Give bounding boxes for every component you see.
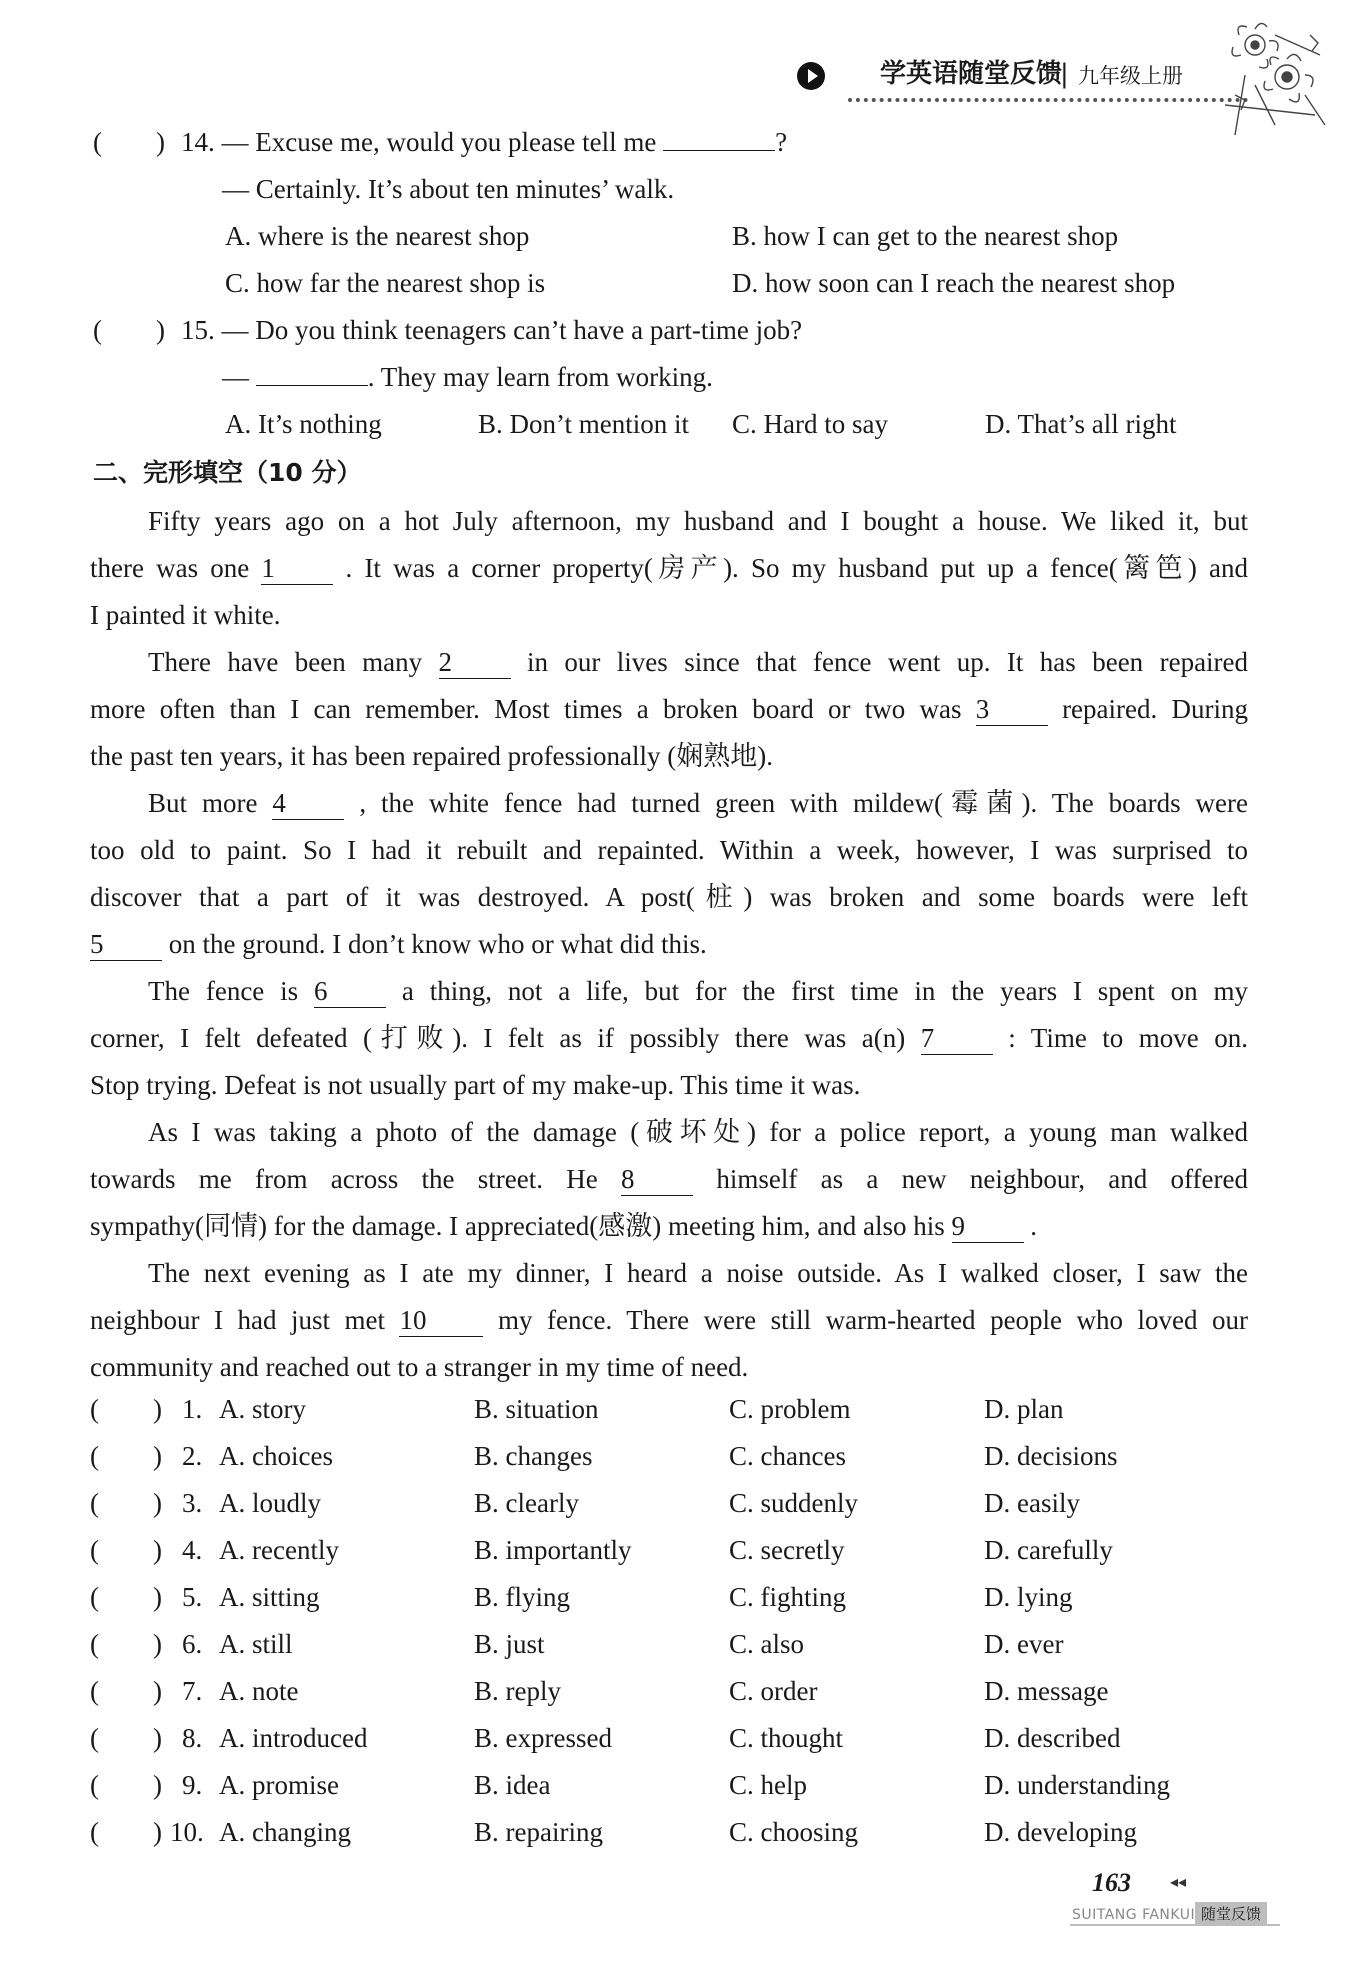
question-number: 15. <box>181 315 215 345</box>
cloze-blank-8[interactable]: 8 <box>621 1163 693 1196</box>
option-d: D. carefully <box>984 1535 1113 1565</box>
option-c: C. order <box>729 1676 818 1706</box>
passage-line <box>90 545 1248 592</box>
option-a: A. note <box>219 1676 299 1706</box>
passage-line <box>90 874 1248 921</box>
passage-text: more often than I can remember. Most times a broken board or two was <box>90 694 962 724</box>
passage-line <box>90 1156 1248 1203</box>
passage-text: The fence is <box>148 976 299 1006</box>
option-d: D. message <box>984 1676 1109 1706</box>
option-row <box>90 1480 1250 1527</box>
passage-line <box>90 921 1248 968</box>
option-row <box>90 1621 1250 1668</box>
question-number: 14. <box>181 127 215 157</box>
answer-parens[interactable]: ( ) <box>90 1817 162 1847</box>
option-row <box>90 1762 1250 1809</box>
passage-line <box>90 827 1248 874</box>
option-a: A. introduced <box>219 1723 368 1753</box>
passage-line <box>90 1250 1248 1297</box>
question-14-line1 <box>93 119 787 166</box>
passage-text: As I was taking a photo of the damage (破坏处) for a police report, a young man walked <box>148 1117 1248 1147</box>
answer-parens[interactable]: ( ) <box>90 1582 162 1612</box>
passage-text: , the white fence had turned green with mildew(霉菌). The boards were <box>359 788 1249 818</box>
passage-text: the past ten years, it has been repaired professionally (娴熟地). <box>90 741 774 771</box>
header-separator: | <box>1060 59 1069 89</box>
section-title: 二、完形填空（10 分） <box>93 458 362 487</box>
option-c: C. choosing <box>729 1817 859 1847</box>
option-c: C. also <box>729 1629 805 1659</box>
header-subtitle: 九年级上册 <box>1078 64 1183 88</box>
passage-text: But more <box>148 788 258 818</box>
question-14-option-c: C. how far the nearest shop is <box>225 268 546 298</box>
header-title: 学英语随堂反馈 <box>880 59 1063 89</box>
passage-text: I painted it white. <box>90 600 281 630</box>
passage-text: Fifty years ago on a hot July afternoon, my husband and I bought a house. We liked it, but <box>148 506 1248 536</box>
passage-text: The next evening as I ate my dinner, I heard a noise outside. As I walked closer, I saw the <box>148 1258 1248 1288</box>
option-b: B. importantly <box>474 1535 632 1565</box>
passage-paragraph <box>90 780 1248 968</box>
cloze-blank-2[interactable]: 2 <box>439 646 511 679</box>
option-d: D. understanding <box>984 1770 1170 1800</box>
cloze-blank-10[interactable]: 10 <box>399 1304 483 1337</box>
cloze-blank-4[interactable]: 4 <box>272 787 344 820</box>
option-number: 6. <box>182 1629 203 1659</box>
passage-line <box>90 1344 1248 1391</box>
answer-parens[interactable]: ( ) <box>90 1770 162 1800</box>
option-b: B. just <box>474 1629 545 1659</box>
option-a: A. recently <box>219 1535 339 1565</box>
header-dotted-rule <box>848 98 1248 102</box>
cloze-blank-5[interactable]: 5 <box>90 928 162 961</box>
answer-parens[interactable]: ( ) <box>90 1441 162 1471</box>
question-15-option-d: D. That’s all right <box>985 409 1177 439</box>
arrows-icon: ◂◂ <box>1170 1874 1187 1891</box>
passage-paragraph <box>90 968 1248 1109</box>
question-punct: ? <box>775 127 788 157</box>
option-d: D. lying <box>984 1582 1073 1612</box>
option-c: C. suddenly <box>729 1488 859 1518</box>
option-c: C. secretly <box>729 1535 845 1565</box>
page-number: 163 <box>1092 1868 1131 1897</box>
question-text: . They may learn from working. <box>367 362 713 392</box>
option-a: A. promise <box>219 1770 339 1800</box>
question-14-option-d: D. how soon can I reach the nearest shop <box>732 268 1176 298</box>
passage-text: There have been many <box>148 647 423 677</box>
option-d: D. easily <box>984 1488 1080 1518</box>
answer-blank[interactable] <box>256 355 368 386</box>
option-b: B. changes <box>474 1441 593 1471</box>
option-b: B. expressed <box>474 1723 612 1753</box>
passage-line <box>90 733 1248 780</box>
passage-text: himself as a new neighbour, and offered <box>716 1164 1249 1194</box>
cloze-blank-6[interactable]: 6 <box>314 975 386 1008</box>
option-row <box>90 1574 1250 1621</box>
cloze-blank-3[interactable]: 3 <box>976 693 1048 726</box>
option-row <box>90 1668 1250 1715</box>
option-b: B. clearly <box>474 1488 579 1518</box>
passage-text: towards me from across the street. He <box>90 1164 598 1194</box>
question-14-line2: — Certainly. It’s about ten minutes’ walk. <box>222 174 675 204</box>
option-d: D. developing <box>984 1817 1137 1847</box>
answer-blank[interactable] <box>663 120 775 151</box>
question-15-option-b: B. Don’t mention it <box>478 409 690 439</box>
question-15-line1 <box>93 307 802 354</box>
footer-tag: 随堂反馈 <box>1195 1902 1267 1925</box>
answer-parens[interactable]: ( ) <box>90 1535 162 1565</box>
cloze-blank-1[interactable]: 1 <box>261 552 333 585</box>
passage-line <box>90 498 1248 545</box>
passage-text: Stop trying. Defeat is not usually part of my make-up. This time it was. <box>90 1070 861 1100</box>
option-c: C. help <box>729 1770 807 1800</box>
passage-text: sympathy(同情) for the damage. I appreciated(感激) meeting him, and also his <box>90 1211 945 1241</box>
option-number: 8. <box>182 1723 203 1753</box>
passage-text: a thing, not a life, but for the first time in the years I spent on my <box>401 976 1249 1006</box>
option-number: 9. <box>182 1770 203 1800</box>
passage-text: . It was a corner property(房产). So my husband put up a fence(篱笆) and <box>345 553 1249 583</box>
footer-latin: SUITANG FANKUI <box>1072 1907 1196 1923</box>
option-a: A. story <box>219 1394 306 1424</box>
option-number: 1. <box>182 1394 203 1424</box>
option-number: 3. <box>182 1488 203 1518</box>
passage-line <box>90 968 1248 1015</box>
passage-text: corner, I felt defeated (打败). I felt as if possibly there was a(n) <box>90 1023 906 1053</box>
question-text: — Excuse me, would you please tell me <box>221 127 657 157</box>
option-c: C. chances <box>729 1441 846 1471</box>
passage-paragraph <box>90 1109 1248 1250</box>
answer-parens[interactable]: ( ) <box>90 1629 162 1659</box>
answer-parens[interactable]: ( ) <box>90 1723 162 1753</box>
option-b: B. idea <box>474 1770 551 1800</box>
passage-line <box>90 780 1248 827</box>
option-row <box>90 1809 1250 1856</box>
passage-paragraph <box>90 498 1248 639</box>
answer-parens[interactable]: ( ) <box>90 1394 162 1424</box>
answer-parens[interactable]: ( ) <box>93 127 165 157</box>
cloze-blank-7[interactable]: 7 <box>921 1022 993 1055</box>
option-b: B. situation <box>474 1394 599 1424</box>
passage-text: : Time to move on. <box>1008 1023 1249 1053</box>
passage-text: community and reached out to a stranger in my time of need. <box>90 1352 749 1382</box>
passage-text: neighbour I had just met <box>90 1305 385 1335</box>
question-14-option-b: B. how I can get to the nearest shop <box>732 221 1119 251</box>
option-number: 4. <box>182 1535 203 1565</box>
passage-paragraph <box>90 639 1248 780</box>
passage-line <box>90 639 1248 686</box>
passage-line <box>90 686 1248 733</box>
option-a: A. sitting <box>219 1582 320 1612</box>
passage-text: in our lives since that fence went up. It has been repaired <box>526 647 1249 677</box>
option-b: B. flying <box>474 1582 571 1612</box>
option-row <box>90 1433 1250 1480</box>
passage-text: repaired. During <box>1062 694 1249 724</box>
option-b: B. repairing <box>474 1817 603 1847</box>
passage-text: . <box>1030 1211 1037 1241</box>
passage-line <box>90 1297 1248 1344</box>
option-number: 7. <box>182 1676 203 1706</box>
option-a: A. choices <box>219 1441 333 1471</box>
option-row <box>90 1386 1250 1433</box>
passage-text: my fence. There were still warm-hearted people who loved our <box>498 1305 1249 1335</box>
option-d: D. plan <box>984 1394 1064 1424</box>
passage-line <box>90 1015 1248 1062</box>
dash: — <box>222 362 249 392</box>
footer-rule <box>1070 1924 1280 1926</box>
option-c: C. thought <box>729 1723 844 1753</box>
passage-text: too old to paint. So I had it rebuilt and repainted. Within a week, however, I was surprised to <box>90 835 1248 865</box>
passage-paragraph <box>90 1250 1248 1391</box>
play-icon <box>797 62 825 90</box>
answer-parens[interactable]: ( ) <box>90 1488 162 1518</box>
passage-text: discover that a part of it was destroyed. A post(桩) was broken and some boards were left <box>90 882 1248 912</box>
passage-text: on the ground. I don’t know who or what did this. <box>168 929 707 959</box>
question-15-line2 <box>222 354 713 401</box>
option-number: 5. <box>182 1582 203 1612</box>
question-15-option-c: C. Hard to say <box>732 409 888 439</box>
option-d: D. described <box>984 1723 1121 1753</box>
option-c: C. problem <box>729 1394 851 1424</box>
option-b: B. reply <box>474 1676 561 1706</box>
question-text: — Do you think teenagers can’t have a part-time job? <box>221 315 803 345</box>
option-d: D. ever <box>984 1629 1064 1659</box>
option-a: A. still <box>219 1629 293 1659</box>
passage-line <box>90 1203 1248 1250</box>
cloze-blank-9[interactable]: 9 <box>952 1210 1024 1243</box>
option-c: C. fighting <box>729 1582 847 1612</box>
option-d: D. decisions <box>984 1441 1118 1471</box>
passage-text: there was one <box>90 553 250 583</box>
question-14-option-a: A. where is the nearest shop <box>225 221 530 251</box>
passage-line <box>90 592 1248 639</box>
option-number: 2. <box>182 1441 203 1471</box>
option-row <box>90 1715 1250 1762</box>
answer-parens[interactable]: ( ) <box>90 1676 162 1706</box>
question-15-option-a: A. It’s nothing <box>225 409 382 439</box>
option-row <box>90 1527 1250 1574</box>
option-a: A. loudly <box>219 1488 322 1518</box>
passage-line <box>90 1062 1248 1109</box>
answer-parens[interactable]: ( ) <box>93 315 165 345</box>
option-a: A. changing <box>219 1817 351 1847</box>
flower-decoration-icon <box>1215 15 1330 140</box>
option-number: 10. <box>170 1817 204 1847</box>
passage-line <box>90 1109 1248 1156</box>
